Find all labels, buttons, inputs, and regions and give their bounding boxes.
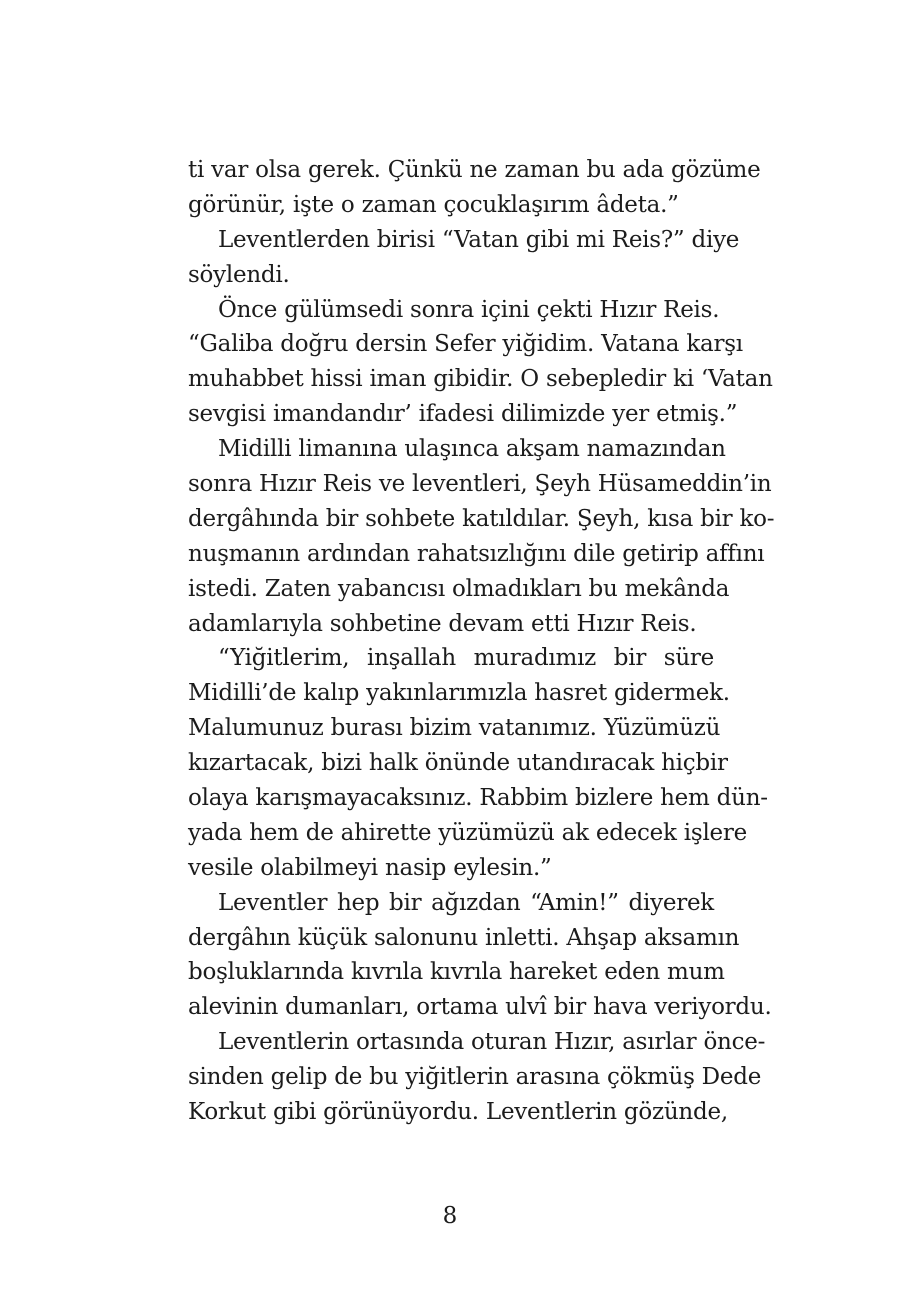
text-line: ti var olsa gerek. Çünkü ne zaman bu ada gözüme — [188, 157, 761, 183]
text-line: Leventlerin ortasında oturan Hızır, asırlar önce- — [218, 1029, 766, 1056]
text-line: Midilli’de kalıp yakınlarımızla hasret gidermek. — [188, 680, 730, 707]
text-line: sinden gelip de bu yiğitlerin arasına çökmüş Dede — [188, 1064, 762, 1091]
text-line: yada hem de ahirette yüzümüzü ak edecek işlere — [188, 819, 748, 846]
text-line: “Galiba doğru dersin Sefer yiğidim. Vatana karşı — [188, 331, 743, 358]
text-line: dergâhın küçük salonunu inletti. Ahşap aksamın — [188, 924, 740, 951]
text-line: sonra Hızır Reis ve leventleri, Şeyh Hüsameddin’in — [188, 471, 772, 498]
text-line: alevinin dumanları, ortama ulvî bir hava veriyordu. — [188, 994, 772, 1021]
text-line: adamlarıyla sohbetine devam etti Hızır Reis. — [188, 610, 697, 637]
page-number: 8 — [442, 1203, 458, 1229]
text-line: sevgisi imandandır’ ifadesi dilimizde yer etmiş.” — [188, 401, 738, 428]
text-line: kızartacak, bizi halk önünde utandıracak hiçbir — [188, 750, 728, 777]
text-line: Korkut gibi görünüyordu. Leventlerin gözünde, — [188, 1099, 728, 1126]
text-line: Leventler hep bir ağızdan “Amin!” diyerek — [218, 889, 714, 916]
text-line: muhabbet hissi iman gibidir. O sebepledir ki ‘Vatan — [188, 366, 773, 393]
text-line: istedi. Zaten yabancısı olmadıkları bu mekânda — [188, 575, 730, 602]
text-line: nuşmanın ardından rahatsızlığını dile getirip affını — [188, 540, 765, 567]
text-line: söylendi. — [188, 261, 290, 288]
text-line: dergâhında bir sohbete katıldılar. Şeyh, kısa bir ko- — [188, 505, 775, 532]
text-line: Önce gülümsedi sonra içini çekti Hızır Reis. — [218, 296, 720, 323]
text-line: olaya karışmayacaksınız. Rabbim bizlere hem dün- — [188, 785, 768, 812]
text-line: Leventlerden birisi “Vatan gibi mi Reis?” diye — [218, 226, 740, 253]
text-line: “Yiğitlerim, inşallah muradımız bir süre — [218, 645, 714, 672]
text-line: Midilli limanına ulaşınca akşam namazından — [218, 436, 726, 463]
body-text — [188, 153, 775, 1130]
text-line: Malumunuz burası bizim vatanımız. Yüzümüzü — [188, 715, 721, 742]
text-line: görünür, işte o zaman çocuklaşırım âdeta.” — [188, 191, 679, 218]
text-line: boşluklarında kıvrıla kıvrıla hareket eden mum — [188, 959, 725, 986]
text-line: vesile olabilmeyi nasip eylesin.” — [188, 854, 552, 881]
